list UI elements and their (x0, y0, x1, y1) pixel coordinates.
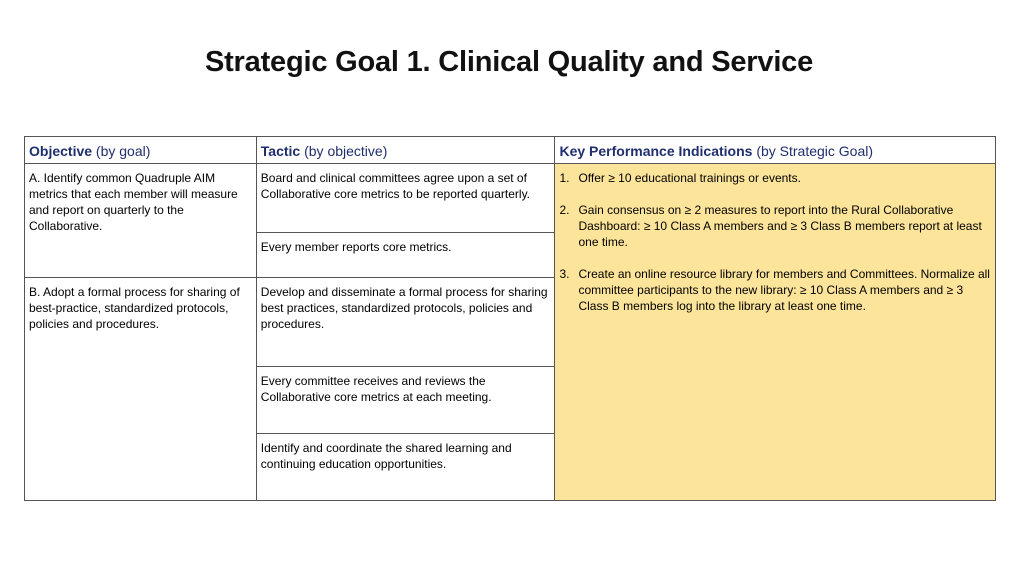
header-kpi-qualifier: (by Strategic Goal) (756, 143, 874, 159)
list-item (559, 202, 991, 250)
header-tactic-qualifier: (by objective) (304, 143, 388, 159)
list-item (559, 266, 991, 314)
kpi-cell (555, 164, 996, 501)
tactic-cell: Develop and disseminate a formal process for sharing best practices, standardized protocols, policies and procedures. (256, 278, 555, 367)
header-objective-qualifier: (by goal) (95, 143, 151, 159)
kpi-text: Offer ≥ 10 educational trainings or events. (578, 171, 801, 185)
header-kpi-label: Key Performance Indications (559, 143, 753, 159)
header-objective-label: Objective (29, 143, 93, 159)
table-header-row (25, 137, 996, 164)
list-item (559, 170, 991, 186)
header-tactic-label: Tactic (260, 143, 301, 159)
kpi-list (559, 170, 991, 314)
tactic-cell: Every member reports core metrics. (256, 233, 555, 278)
objective-a-cell: A. Identify common Quadruple AIM metrics that each member will measure and report on quarterly to the Collaborative. (25, 164, 257, 278)
kpi-number: 3. (559, 267, 570, 281)
strategic-goal-table (24, 136, 996, 501)
tactic-cell: Identify and coordinate the shared learning and continuing education opportunities. (256, 434, 555, 501)
objective-b-cell: B. Adopt a formal process for sharing of best-practice, standardized protocols, policies and procedures. (25, 278, 257, 501)
kpi-text: Create an online resource library for members and Committees. Normalize all committee participants to the new library: ≥ 10 Class A members and ≥ 3 Class B members log into the library at least one time. (578, 267, 990, 313)
page-title: Strategic Goal 1. Clinical Quality and Service (204, 46, 814, 78)
header-kpi (555, 137, 996, 164)
kpi-number: 1. (559, 171, 570, 185)
tactic-cell: Every committee receives and reviews the Collaborative core metrics at each meeting. (256, 367, 555, 434)
table-row (25, 164, 996, 233)
header-tactic (256, 137, 555, 164)
tactic-cell: Board and clinical committees agree upon a set of Collaborative core metrics to be reported quarterly. (256, 164, 555, 233)
kpi-text: Gain consensus on ≥ 2 measures to report into the Rural Collaborative Dashboard: ≥ 10 Class A members and ≥ 3 Class B members report at least one time. (578, 203, 982, 249)
kpi-number: 2. (559, 203, 570, 217)
header-objective (25, 137, 257, 164)
